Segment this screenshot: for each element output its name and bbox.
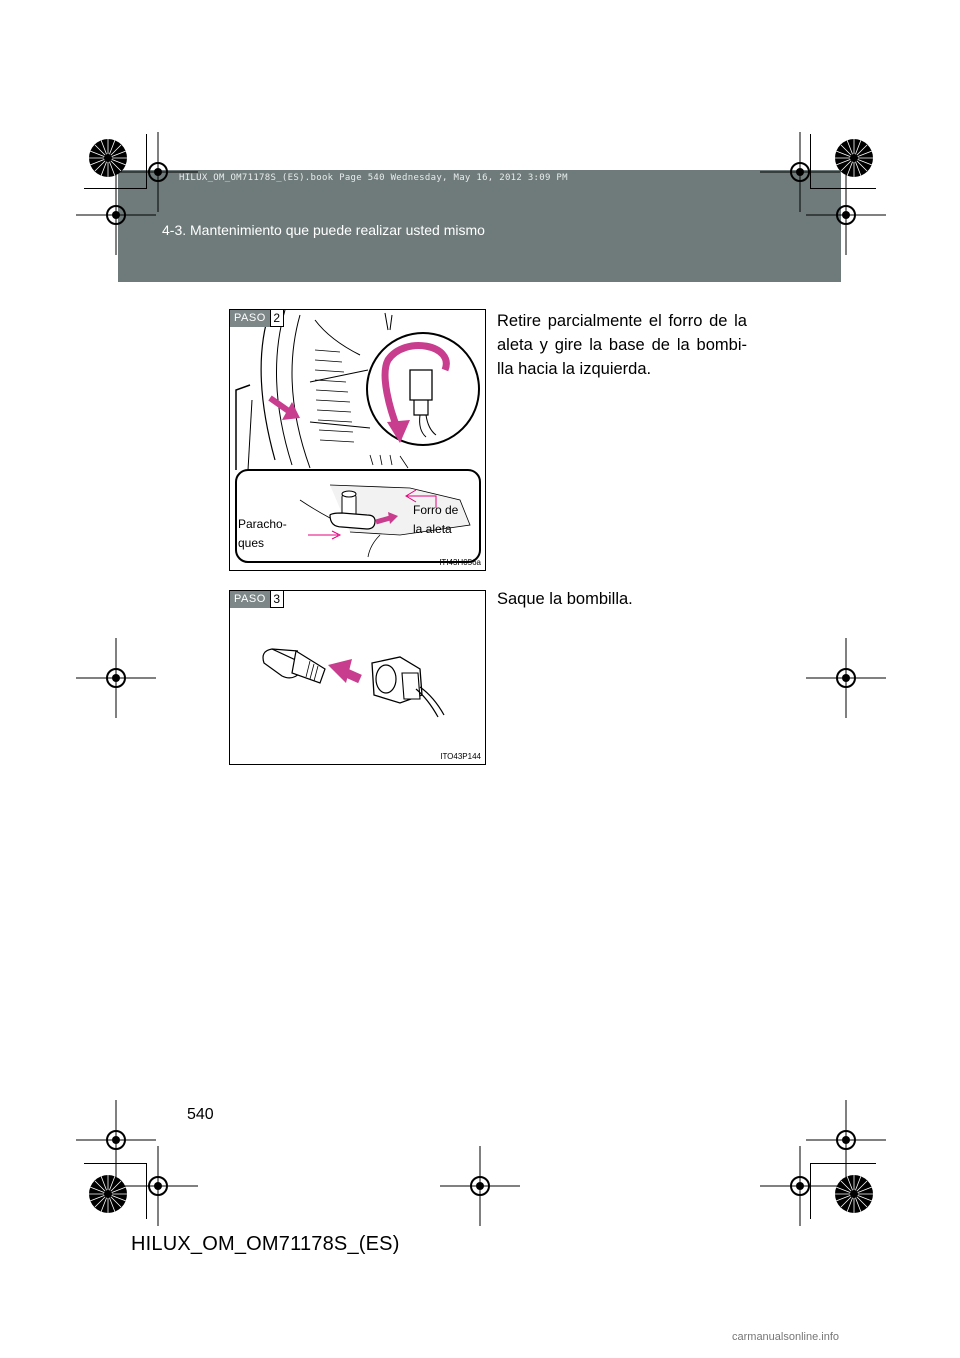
callout-fender-liner-line2: la aleta (413, 522, 452, 536)
bulb-removal-illustration (230, 591, 485, 764)
step-word-label: PASO (230, 591, 270, 608)
book-file-stamp: HILUX_OM_OM71178S_(ES).book Page 540 Wednesday, May 16, 2012 3:09 PM (179, 173, 568, 183)
watermark: carmanualsonline.info (732, 1331, 840, 1343)
section-title: 4-3. Mantenimiento que puede realizar usted mismo (162, 222, 485, 238)
starburst-target-icon (88, 138, 128, 178)
callout-fender-liner-line1: Forro de (413, 503, 459, 517)
step-2-tag (230, 310, 284, 327)
starburst-target-icon (834, 1174, 874, 1214)
step-number: 2 (270, 310, 284, 327)
step-3-instruction: Saque la bombilla. (497, 590, 633, 608)
callout-bumper-line2: ques (238, 536, 265, 550)
callout-bumper-line1: Paracho- (238, 517, 287, 531)
step-number: 3 (270, 591, 284, 608)
callout-bumper (238, 515, 287, 553)
step-3-figure (229, 590, 486, 765)
step-2-instruction: Retire parcialmente el forro de la aleta y gire la base de la bombi-lla hacia la izquierda. (497, 312, 747, 378)
registration-mark-icon (806, 175, 886, 255)
document-code-footer: HILUX_OM_OM71178S_(ES) (131, 1233, 400, 1255)
starburst-target-icon (834, 138, 874, 178)
registration-mark-icon (118, 132, 198, 212)
starburst-target-icon (88, 1174, 128, 1214)
page-number: 540 (187, 1106, 214, 1123)
step-word-label: PASO (230, 310, 270, 327)
figure-code: ITO43P144 (440, 752, 481, 761)
registration-mark-icon (806, 638, 886, 718)
figure-code: ITI43H056a (439, 558, 481, 567)
registration-mark-icon (118, 1146, 198, 1226)
registration-mark-icon (440, 1146, 520, 1226)
step-2-figure (229, 309, 486, 571)
callout-fender-liner (413, 501, 458, 539)
registration-mark-icon (760, 1146, 840, 1226)
step-3-tag (230, 591, 284, 608)
registration-mark-icon (76, 638, 156, 718)
